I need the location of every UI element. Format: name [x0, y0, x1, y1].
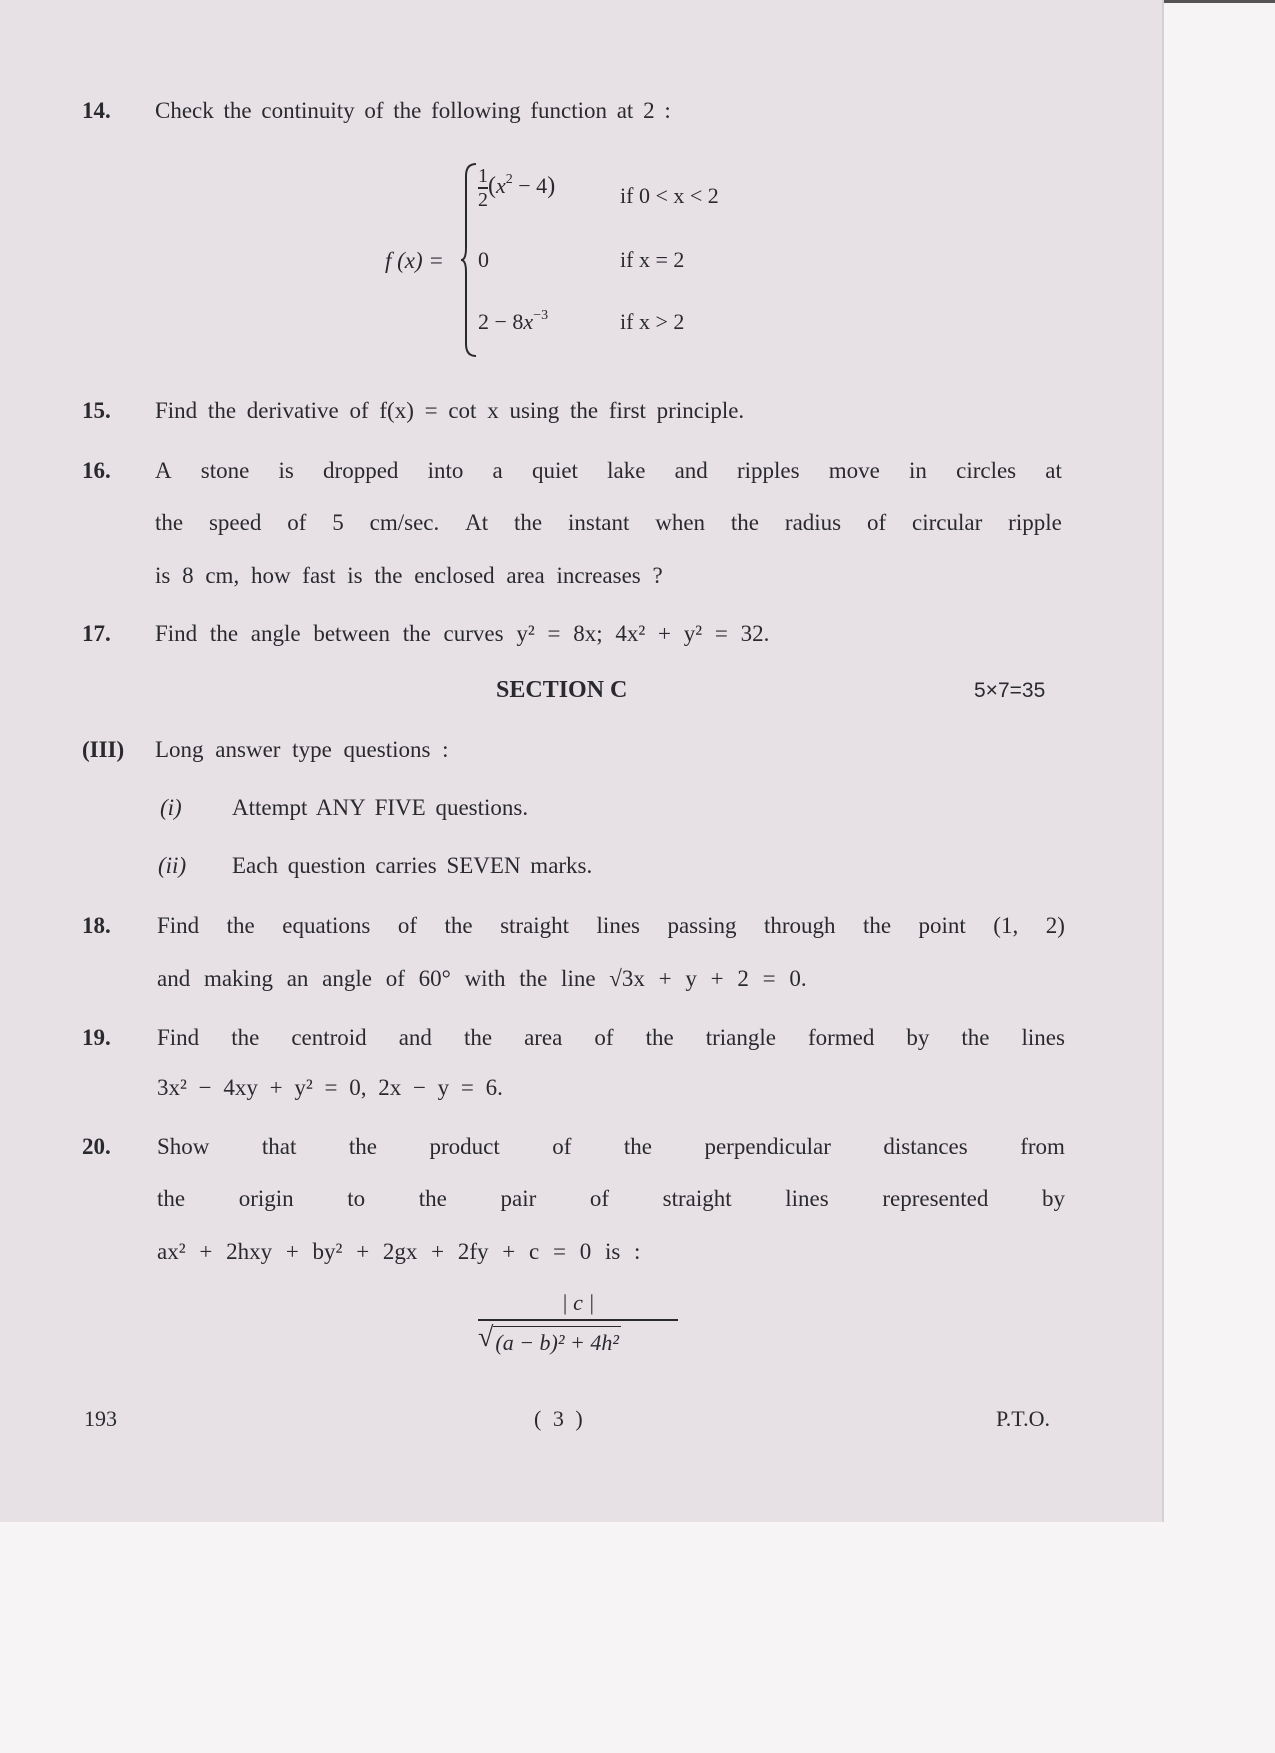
paper-code: 193: [84, 1406, 117, 1431]
instruction-label: (ii): [158, 853, 187, 878]
question-text-line-2: and making an angle of 60° with the line √3x + y + 2 = 0.: [157, 966, 807, 991]
question-text-line-2: 3x² − 4xy + y² = 0, 2x − y = 6.: [157, 1075, 503, 1100]
fraction-numerator: | c |: [561, 1290, 595, 1315]
word: the: [231, 1025, 260, 1050]
question-number: 15.: [82, 398, 111, 423]
question-text-line-1: [157, 1025, 1065, 1051]
word: At: [465, 510, 489, 535]
word: circular: [912, 510, 983, 535]
word: circles: [956, 458, 1017, 483]
word: lake: [607, 458, 646, 483]
word: the: [730, 510, 760, 535]
word: triangle: [705, 1025, 776, 1050]
word: of: [589, 1186, 610, 1211]
word: the: [418, 1186, 447, 1211]
case-1-expr: $\frac{1}{2}$ $(x^2 - 4)$: [478, 165, 556, 211]
fraction-bar: [478, 1319, 678, 1321]
word: to: [347, 1186, 366, 1211]
question-text: Find the angle between the curves y² = 8x; 4x² + y² = 32.: [155, 621, 770, 646]
scan-corner-mark: [1164, 0, 1275, 3]
word: Find: [157, 1025, 200, 1050]
word: the: [623, 1134, 652, 1159]
part-label: (III): [82, 737, 125, 762]
word: a: [492, 458, 503, 483]
word: distances: [883, 1134, 968, 1159]
paper-edge: [1162, 0, 1164, 1522]
word: pair: [500, 1186, 537, 1211]
word: product: [429, 1134, 500, 1159]
case-1-condition: if 0 < x < 2: [620, 183, 719, 208]
word: equations: [282, 913, 371, 938]
word: the: [348, 1134, 377, 1159]
word: A: [155, 458, 172, 483]
question-text-line-2: [155, 510, 1062, 536]
word: at: [1045, 458, 1062, 483]
word: dropped: [323, 458, 399, 483]
word: the: [155, 510, 184, 535]
case-2-condition: if x = 2: [620, 247, 685, 272]
word: the: [463, 1025, 493, 1050]
function-lhs: f (x) =: [385, 248, 444, 273]
word: stone: [200, 458, 250, 483]
word: the: [961, 1025, 990, 1050]
word: speed: [208, 510, 262, 535]
word: straight: [500, 913, 570, 938]
word: cm/sec.: [369, 510, 440, 535]
word: when: [655, 510, 706, 535]
section-marks: 5×7=35: [974, 679, 1046, 702]
word: 5: [332, 510, 344, 535]
question-text: Check the continuity of the following function at 2 :: [155, 98, 671, 123]
word: the: [645, 1025, 674, 1050]
word: instant: [568, 510, 630, 535]
question-number: 20.: [82, 1134, 111, 1159]
section-title: SECTION C: [496, 677, 628, 703]
sqrt-sign: √: [478, 1321, 494, 1353]
word: lines: [596, 913, 640, 938]
word: passing: [667, 913, 737, 938]
word: the: [157, 1186, 186, 1211]
word: Find: [157, 913, 200, 938]
word: perpendicular: [704, 1134, 831, 1159]
word: the: [514, 510, 543, 535]
word: of: [552, 1134, 572, 1159]
instruction-text: Attempt ANY FIVE questions.: [232, 795, 529, 820]
question-text-line-1: [157, 1134, 1065, 1160]
word: of: [867, 510, 887, 535]
word: the: [862, 913, 892, 938]
word: radius: [784, 510, 842, 535]
question-number: 19.: [82, 1025, 111, 1050]
instruction-label: (i): [160, 795, 182, 820]
case-3-condition: if x > 2: [620, 309, 685, 334]
instruction-text: Each question carries SEVEN marks.: [232, 853, 593, 878]
word: into: [427, 458, 464, 483]
word: and: [674, 458, 708, 483]
question-number: 17.: [82, 621, 111, 646]
word: of: [594, 1025, 614, 1050]
word: and: [398, 1025, 432, 1050]
word: by: [906, 1025, 930, 1050]
result-fraction: [478, 1290, 678, 1356]
word: 2): [1045, 913, 1065, 938]
word: that: [261, 1134, 297, 1159]
word: through: [763, 913, 836, 938]
word: the: [444, 913, 473, 938]
case-2-expr: 0: [478, 247, 489, 272]
question-text-line-2: [157, 1186, 1065, 1212]
please-turn-over: P.T.O.: [996, 1406, 1050, 1431]
case-3-expr: $2 - 8x^{-3}$: [478, 308, 549, 334]
left-brace: [460, 162, 478, 358]
word: in: [909, 458, 927, 483]
word: by: [1041, 1186, 1065, 1211]
word: formed: [807, 1025, 875, 1050]
word: ripples: [736, 458, 800, 483]
question-text-line-1: [157, 913, 1065, 939]
question-text-line-3: is 8 cm, how fast is the enclosed area increases ?: [155, 563, 663, 588]
word: Show: [157, 1134, 210, 1159]
fraction-denominator: (a − b)² + 4h²: [493, 1326, 621, 1356]
word: of: [287, 510, 307, 535]
word: move: [828, 458, 880, 483]
question-number: 18.: [82, 913, 111, 938]
word: represented: [882, 1186, 989, 1211]
fraction-denominator-wrap: [478, 1323, 678, 1356]
word: lines: [1021, 1025, 1065, 1050]
fraction-half: $\frac{1}{2}$: [478, 165, 488, 211]
word: origin: [238, 1186, 294, 1211]
word: from: [1020, 1134, 1065, 1159]
word: lines: [785, 1186, 829, 1211]
word: area: [524, 1025, 563, 1050]
word: centroid: [291, 1025, 367, 1050]
word: the: [226, 913, 255, 938]
question-text-line-3: ax² + 2hxy + by² + 2gx + 2fy + c = 0 is :: [157, 1239, 641, 1264]
word: straight: [662, 1186, 732, 1211]
word: ripple: [1008, 510, 1062, 535]
question-text: Find the derivative of f(x) = cot x using the first principle.: [155, 398, 745, 423]
question-number: 16.: [82, 458, 111, 483]
word: of: [397, 913, 418, 938]
word: (1,: [993, 913, 1019, 938]
word: quiet: [531, 458, 578, 483]
page-number: ( 3 ): [534, 1406, 583, 1431]
word: point: [918, 913, 966, 938]
part-heading: Long answer type questions :: [155, 737, 449, 762]
question-number: 14.: [82, 98, 111, 123]
word: is: [278, 458, 294, 483]
question-text-line-1: [155, 458, 1062, 484]
